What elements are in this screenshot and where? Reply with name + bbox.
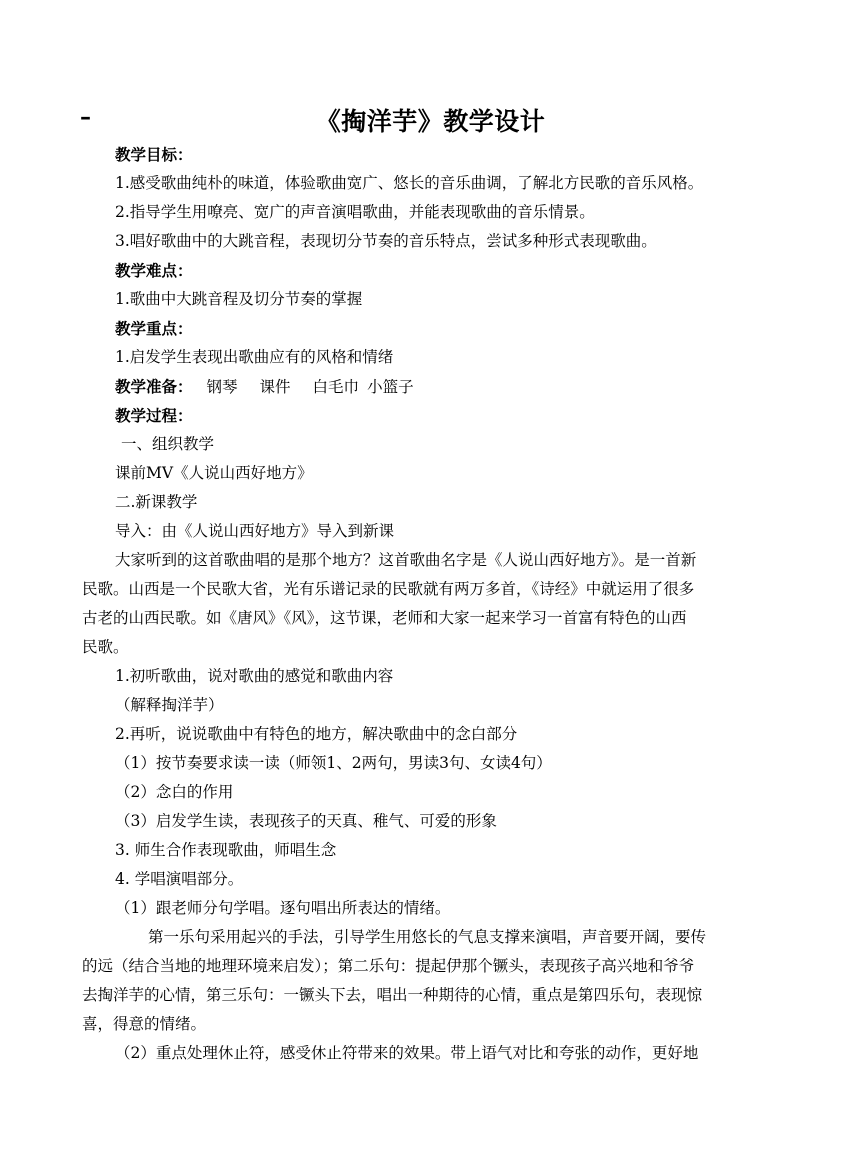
paragraph-line: 的远（结合当地的地理环境来启发）；第二乐句：提起伊那个镢头，表现孩子高兴地和爷爷 [82, 957, 695, 975]
step-new-lesson: 二.新课教学 [115, 493, 198, 511]
document-title: 《掏洋芋》教学设计 [315, 107, 546, 136]
step-organize: 一、组织教学 [121, 435, 215, 453]
paragraph-line: 民歌。 [82, 638, 129, 656]
recitation-item: （1）按节奏要求读一读（师领1、2两句，男读3句、女读4句） [115, 754, 552, 772]
paragraph-phrases [82, 923, 785, 1039]
prep-heading: 教学准备： [115, 377, 193, 396]
goal-1: 1.感受歌曲纯朴的味道，体验歌曲宽广、悠长的音乐曲调，了解北方民歌的音乐风格。 [115, 174, 704, 192]
process-heading: 教学过程： [115, 406, 193, 425]
document-body [82, 140, 785, 1068]
paragraph-intro [82, 546, 785, 662]
paragraph-line: 民歌。山西是一个民歌大省，光有乐谱记录的民歌就有两万多首，《诗经》中就运用了很多 [82, 580, 695, 598]
singing-item-1: （1）跟老师分句学唱。逐句唱出所表达的情绪。 [115, 899, 451, 917]
step-first-listen: 1.初听歌曲，说对歌曲的感觉和歌曲内容 [115, 667, 394, 685]
paragraph-line: 大家听到的这首歌曲唱的是那个地方？这首歌曲名字是《人说山西好地方》。是一首新 [115, 551, 697, 569]
recitation-item: （2）念白的作用 [115, 783, 234, 801]
paragraph-line: 第一乐句采用起兴的手法，引导学生用悠长的气息支撑来演唱，声音要开阔，要传 [148, 928, 707, 946]
prep-item: 小篮子 [367, 378, 414, 396]
step-first-listen-note: （解释掏洋芋） [115, 696, 224, 714]
focus-heading: 教学重点： [115, 319, 193, 338]
difficulty-item: 1.歌曲中大跳音程及切分节奏的掌握 [115, 290, 363, 308]
step-intro: 导入：由《人说山西好地方》导入到新课 [115, 522, 395, 540]
step-cooperate: 3. 师生合作表现歌曲，师唱生念 [115, 841, 337, 859]
paragraph-line: 喜，得意的情绪。 [82, 1015, 207, 1033]
prep-item: 白毛巾 [312, 378, 360, 396]
focus-item: 1.启发学生表现出歌曲应有的风格和情绪 [115, 348, 394, 366]
step-mv: 课前MV《人说山西好地方》 [115, 464, 313, 482]
prep-item: 课件 [259, 378, 291, 396]
step-second-listen: 2.再听，说说歌曲中有特色的地方，解决歌曲中的念白部分 [115, 725, 518, 743]
goal-2: 2.指导学生用嘹亮、宽广的声音演唱歌曲，并能表现歌曲的音乐情景。 [115, 203, 595, 221]
goal-3: 3.唱好歌曲中的大跳音程，表现切分节奏的音乐特点，尝试多种形式表现歌曲。 [115, 232, 657, 250]
singing-item-2: （2）重点处理休止符，感受休止符带来的效果。带上语气对比和夸张的动作，更好地 [115, 1044, 699, 1062]
goals-heading: 教学目标： [115, 145, 193, 164]
step-learn-singing: 4. 学唱演唱部分。 [115, 870, 244, 888]
prep-item: 钢琴 [206, 378, 238, 396]
leading-dash: – [80, 104, 91, 130]
paragraph-line: 去掏洋芋的心情，第三乐句：一镢头下去，唱出一种期待的心情，重点是第四乐句，表现惊 [82, 986, 703, 1004]
recitation-item: （3）启发学生读，表现孩子的天真、稚气、可爱的形象 [115, 812, 497, 830]
prep-line [115, 372, 785, 401]
paragraph-line: 古老的山西民歌。如《唐风》《风》，这节课，老师和大家一起来学习一首富有特色的山西 [82, 609, 687, 627]
difficulty-heading: 教学难点： [115, 261, 193, 280]
